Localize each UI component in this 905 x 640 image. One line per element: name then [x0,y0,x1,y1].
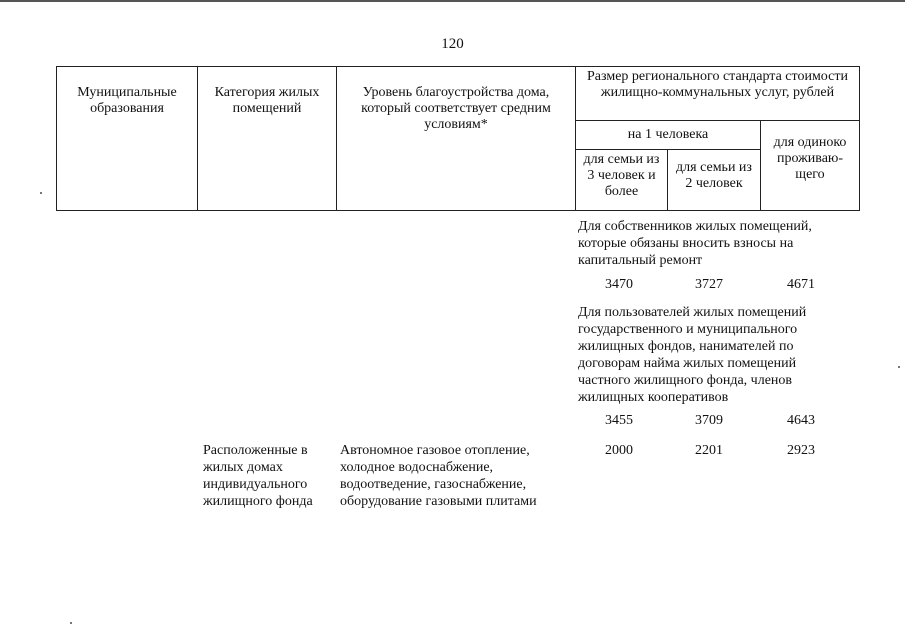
header-family2: для семьи из 2 человек [668,150,761,211]
users-label-line-5: частного жилищного фонда, членов [578,373,793,388]
users-value-family2: 3709 [695,413,723,428]
header-municipal: Муниципальные образования [57,67,198,211]
owners-label-line-1: Для собственников жилых помещений, [578,219,812,234]
header-single: для одиноко проживаю-щего [761,121,860,211]
top-border-line [0,0,905,2]
row-category-line-3: индивидуального [203,477,308,492]
row-category-line-1: Расположенные в [203,443,308,458]
owners-value-single: 4671 [787,277,815,292]
owners-value-family3: 3470 [605,277,633,292]
users-label-line-1: Для пользователей жилых помещений [578,305,807,320]
row-level-line-3: водоотведение, газоснабжение, [340,477,527,492]
header-category: Категория жилых помещений [198,67,337,211]
page-number: 120 [441,36,464,52]
scan-speck [898,366,900,368]
row-value-family3: 2000 [605,443,633,458]
owners-label-line-2: которые обязаны вносить взносы на [578,236,794,251]
row-level-line-4: оборудование газовыми плитами [340,494,537,509]
users-label-line-4: договорам найма жилых помещений [578,356,797,371]
owners-value-family2: 3727 [695,277,723,292]
users-value-single: 4643 [787,413,815,428]
row-value-single: 2923 [787,443,815,458]
header-family3: для семьи из 3 человек и более [576,150,668,211]
header-size: Размер регионального стандарта стоимости жилищно-коммунальных услуг, рублей [576,67,860,121]
users-label-line-3: жилищных фондов, нанимателей по [578,339,794,354]
header-table [56,66,860,211]
row-category-line-4: жилищного фонда [203,494,313,509]
users-label-line-6: жилищных кооперативов [578,390,729,405]
row-level-line-2: холодное водоснабжение, [340,460,494,475]
scan-speck [70,622,72,624]
scan-speck [40,192,42,194]
header-level: Уровень благоустройства дома, который соответствует средним условиям* [337,67,576,211]
users-value-family3: 3455 [605,413,633,428]
users-label-line-2: государственного и муниципального [578,322,798,337]
header-per-person: на 1 человека [576,121,761,150]
row-category-line-2: жилых домах [203,460,283,475]
row-value-family2: 2201 [695,443,723,458]
row-level-line-1: Автономное газовое отопление, [340,443,530,458]
owners-label-line-3: капитальный ремонт [578,253,703,268]
